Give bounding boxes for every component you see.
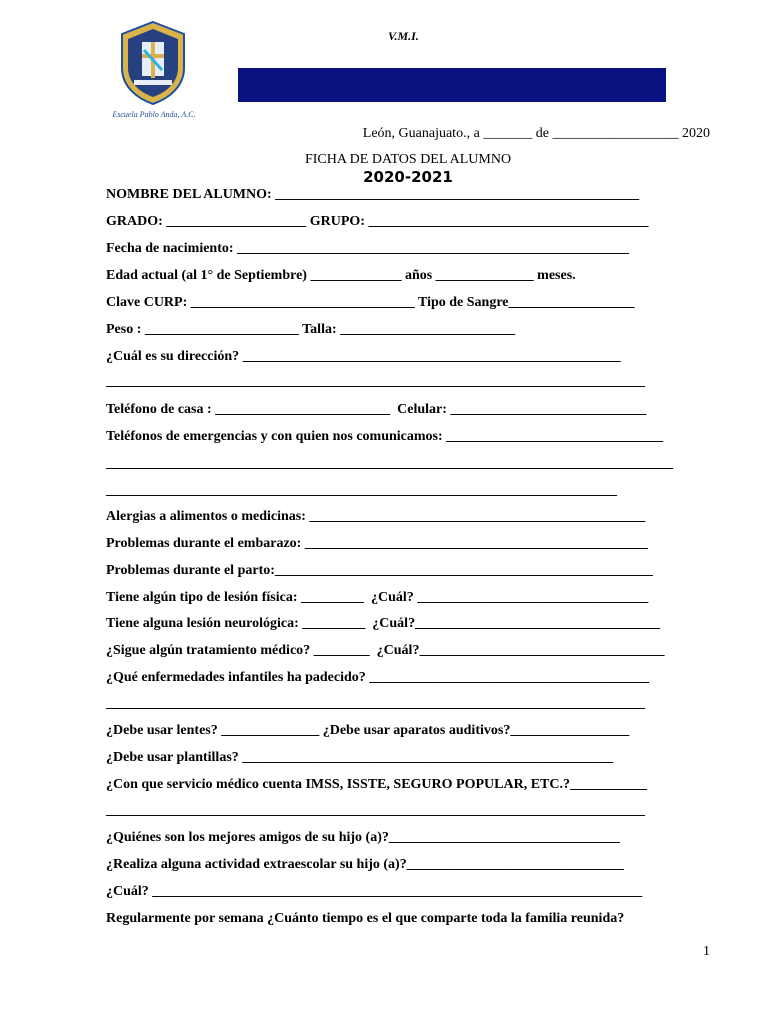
phone-field: Teléfono de casa : _________________________ Celular: ____________________________ <box>106 402 647 417</box>
extracurricular-field: ¿Realiza alguna actividad extraescolar su hijo (a)?_______________________________ <box>106 857 624 872</box>
address-field: ¿Cuál es su dirección? ______________________________________________________ <box>106 349 621 364</box>
emergency-phones-field: Teléfonos de emergencias y con quien nos comunicamos: _______________________________ <box>106 429 664 444</box>
neurological-injury-field: Tiene alguna lesión neurológica: _________ ¿Cuál?___________________________________ <box>106 616 661 631</box>
medical-service-blank-line: _____________________________________________________________________________ <box>106 803 645 818</box>
medical-treatment-field: ¿Sigue algún tratamiento médico? ________ ¿Cuál?___________________________________ <box>106 643 665 658</box>
best-friends-field: ¿Quiénes son los mejores amigos de su hijo (a)?_________________________________ <box>106 830 620 845</box>
school-name-caption: Escuela Pablo Anda, A.C. <box>112 110 196 119</box>
family-time-question: Regularmente por semana ¿Cuánto tiempo es el que comparte toda la familia reunida? <box>106 911 625 926</box>
school-shield-logo <box>118 20 188 106</box>
birth-date-field: Fecha de nacimiento: ________________________________________________________ <box>106 241 630 256</box>
glasses-hearing-aids-field: ¿Debe usar lentes? ______________ ¿Debe usar aparatos auditivos?_________________ <box>106 723 630 738</box>
insoles-field: ¿Debe usar plantillas? _____________________________________________________ <box>106 750 614 765</box>
place-date-line: León, Guanajuato., a _______ de __________________ 2020 <box>362 126 710 141</box>
page-number: 1 <box>703 944 710 959</box>
school-year: 2020-2021 <box>363 168 453 186</box>
medical-service-field: ¿Con que servicio médico cuenta IMSS, ISSTE, SEGURO POPULAR, ETC.?___________ <box>106 777 647 792</box>
form-title: FICHA DE DATOS DEL ALUMNO <box>304 152 512 167</box>
allergies-field: Alergias a alimentos o medicinas: ________________________________________________ <box>106 509 646 524</box>
emergency-blank-line-2: _________________________________________________________________________ <box>106 483 617 498</box>
header-banner <box>238 68 666 102</box>
current-age-field: Edad actual (al 1° de Septiembre) _____________ años ______________ meses. <box>106 268 576 283</box>
curp-blood-type-field: Clave CURP: ________________________________ Tipo de Sangre__________________ <box>106 295 635 310</box>
vmi-header-text: V.M.I. <box>388 29 419 43</box>
grade-group-field: GRADO: ____________________ GRUPO: ________________________________________ <box>106 214 649 229</box>
activity-which-field: ¿Cuál? ______________________________________________________________________ <box>106 884 643 899</box>
student-name-field: NOMBRE DEL ALUMNO: ____________________________________________________ <box>106 187 640 202</box>
childhood-diseases-field: ¿Qué enfermedades infantiles ha padecido? ________________________________________ <box>106 670 650 685</box>
pregnancy-problems-field: Problemas durante el embarazo: _________________________________________________ <box>106 536 648 551</box>
weight-height-field: Peso : ______________________ Talla: _________________________ <box>106 322 516 337</box>
birth-problems-field: Problemas durante el parto:______________________________________________________ <box>106 563 653 578</box>
address-blank-line: _____________________________________________________________________________ <box>106 374 645 389</box>
diseases-blank-line: _____________________________________________________________________________ <box>106 696 645 711</box>
physical-injury-field: Tiene algún tipo de lesión física: _________ ¿Cuál? _________________________________ <box>106 590 649 605</box>
emergency-blank-line-1: _________________________________________________________________________________ <box>106 456 673 471</box>
